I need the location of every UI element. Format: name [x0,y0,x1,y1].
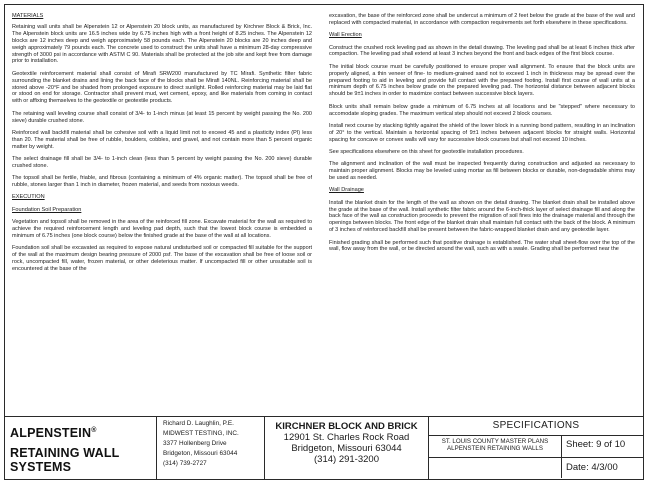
specifications-cell [429,417,643,479]
issue-date: Date: 4/3/00 [566,462,618,473]
project-name [429,435,562,460]
engineer-address: 3377 Hollenberg Drive [163,440,227,447]
erection-paragraph-3: Block units shall remain below grade a minimum of 6.75 inches at all locations and be "stepped" where necessary to accomodate sloping grades. The maximum vertical step should not exceed 2 block courses. [329,103,635,117]
engineer-phone: (314) 739-2727 [163,460,207,467]
right-text-column [329,13,635,259]
foundation-heading: Foundation Soil Preparation [12,206,82,213]
blank-cell [429,458,562,478]
project-line-2: ALPENSTEIN RETAINING WALLS [447,445,543,453]
sheet-number: Sheet: 9 of 10 [566,439,626,450]
brand-logo-line-1 [10,426,97,440]
company-city: Bridgeton, Missouri 63044 [291,443,402,454]
materials-paragraph-3: The retaining wall leveling course shall consist of 3/4- to 1-inch minus (at least 15 percent by weight passing the No. 200 sieve) durable crushed stone. [12,110,312,124]
wall-drainage-heading: Wall Drainage [329,187,364,194]
engineer-cell [157,417,265,479]
brand-logo-line-2: RETAINING WALL SYSTEMS [10,446,120,474]
company-cell [265,417,429,479]
drainage-paragraph-1: Install the blanket drain for the length of the wall as shown on the detail drawing. The blanket drain shall be installed above the grade at the base of the wall. Install synthetic filter fabric around the 6-inch-thick layer of select drainage fill and along the back face of the wall as construction proceeds to prevent the migration of soil fines into the drainage material and through the openings between blocks. The front edge of the blanket drain shall maintain full contact with the back of the block. A minimum of 3 inches of reinforced backfill shall be present between the fabric-wrapped blanket drain and any geotextile layer. [329,199,635,234]
drainage-paragraph-2: Finished grading shall be performed such that positive drainage is established. The water shall sheet-flow over the top of the wall, flow away from the wall, or be directed around the wall, such as with a swale. Grading shall be performed near the [329,239,635,253]
company-name: KIRCHNER BLOCK AND BRICK [275,421,418,432]
foundation-paragraph-1: Vegetation and topsoil shall be removed in the area of the reinforced fill zone. Excavate material for the wall as required to achieve the required reinforcement length and leveling pad depth, such that the lowest block course is embedded a minimum of 6.75 inches (one block course) below the finished grade at the base of the wall at all locations. [12,218,312,239]
materials-heading: MATERIALS [12,13,44,19]
erection-paragraph-2: The initial block course must be carefully positioned to ensure proper wall alignment. To ensure that the block units are properly aligned, a thin veneer of fine- to medium-grained sand not to exceed 1 inch in thickness may be spread over the prepared footing to aid in leveling and provide full contact with the prepared footing. Install first course of wall units at a minimum depth of 6.75 inches below grade on the prepared leveling pad. The horizontal distance between adjacent blocks should be 9±1 inches in order to maximize contact between successive block layers. [329,63,635,98]
foundation-paragraph-continued: excavation, the base of the reinforced zone shall be undercut a minimum of 2 feet below the grade at the base of the wall and replaced with compacted material, in accordance with compaction requirements set forth elsewhere in these specifications. [329,13,635,26]
brand-cell [5,417,157,479]
project-row [429,435,643,458]
title-block [5,416,643,479]
erection-paragraph-5: See specifications elsewhere on this sheet for geotextile installation procedures. [329,148,524,155]
brand-name: ALPENSTEIN [10,426,92,440]
date-row [429,458,643,478]
foundation-paragraph-2: Foundation soil shall be excavated as required to expose natural undisturbed soil or compacted fill suitable for the support of the wall at the maximum design bearing pressure of 2000 psf. The base of the excavation shall be free of loose soil or rock, uncompacted fill, water, frozen material, or other deleterious matter. If uncompacted fill or other unsuitable soil is encountered at the base of the [12,245,312,272]
execution-heading: EXECUTION [12,194,45,201]
materials-paragraph-2: Geotextile reinforcement material shall consist of Mirafi SRW200 manufactured by TC Mirafi. Synthetic filter fabric surrounding the blanket drains and lining the back face of the blocks shall be Mirafi 140NL. Reinforcing material shall be stored above -20°F and be shaded from prolonged exposure to direct sunlight. Rolled reinforcing material may be laid flat or stood on end for storage. Contractor shall prevent mud, wet cement, epoxy, and like materials from coming in contact with or affixing themselves to the geotextile or geotextile products. [12,70,312,105]
company-address: 12901 St. Charles Rock Road [283,432,410,443]
engineer-name: Richard D. Laughlin, P.E. [163,420,234,427]
registered-mark: ® [91,426,97,434]
erection-paragraph-4: Install next course by stacking tightly against the shield of the lower block in a running bond pattern, resulting in an inclination of 20° to the vertical. Maintain a horizontal spacing of 9±1 inches between adjacent blocks for straight walls. Horizontal spacing for concave or convex walls will vary for successive block courses but shall not exceed 10 inches. [329,122,635,143]
materials-paragraph-5: The select drainage fill shall be 3/4- to 1-inch clean (less than 5 percent by weight passing the No. 200 sieve) durable crushed stone. [12,155,312,169]
wall-erection-heading: Wall Erection [329,32,362,39]
specifications-title: SPECIFICATIONS [429,417,643,436]
engineer-city: Bridgeton, Missouri 63044 [163,450,238,457]
materials-paragraph-4: Reinforced wall backfill material shall be cohesive soil with a liquid limit not to exceed 45 and a plasticity index (PI) less than 20. The material shall be free of rubble, boulders, cobbles, and gravel, and not contain more than 5 percent organic matter by weight. [12,129,312,150]
left-text-column [12,13,312,278]
company-phone: (314) 291-3200 [314,454,379,465]
erection-paragraph-1: Construct the crushed rock leveling pad as shown in the detail drawing. The leveling pad shall be at least 6 inches thick after compaction. The leveling pad shall extend at least 3 inches beyond the front and back edges of the first block course. [329,44,635,58]
erection-paragraph-6: The alignment and inclination of the wall must be inspected frequently during construction and adjusted as necessary to maintain proper alignment. Blocks may be leveled using mortar as fill between blocks or durable, non-degradable shims may be used as needed. [329,161,635,182]
materials-paragraph-6: The topsoil shall be fertile, friable, and fibrous (containing a minimum of 4% organic matter). The topsoil shall be free of rubble, stones larger than 1 inch in diameter, frozen material, and seeds from noxious weeds. [12,175,312,189]
engineer-firm: MIDWEST TESTING, INC. [163,430,239,437]
project-line-1: ST. LOUIS COUNTY MASTER PLANS [441,438,549,445]
materials-paragraph-1: Retaining wall units shall be Alpenstein 12 or Alpenstein 20 block units, as manufactured by Kirchner Block & Brick, Inc. The Alpenstein block units are 16.5 inches wide by 6.75 inches high with a front height of 8.25 inches. The Alpenstein 12 blocks are 12 inches deep and weigh approximately 58 pounds each. The Alpenstein 20 blocks are 20 inches deep and weigh approximately 79 pounds each. The concrete used to construct the units shall have a minimum 28-day compressive strength of 3000 psi in accordance with ASTM C 90. Materials shall be protected at the job site and kept free from damage prior to installation. [12,23,312,65]
specification-sheet [4,4,644,480]
